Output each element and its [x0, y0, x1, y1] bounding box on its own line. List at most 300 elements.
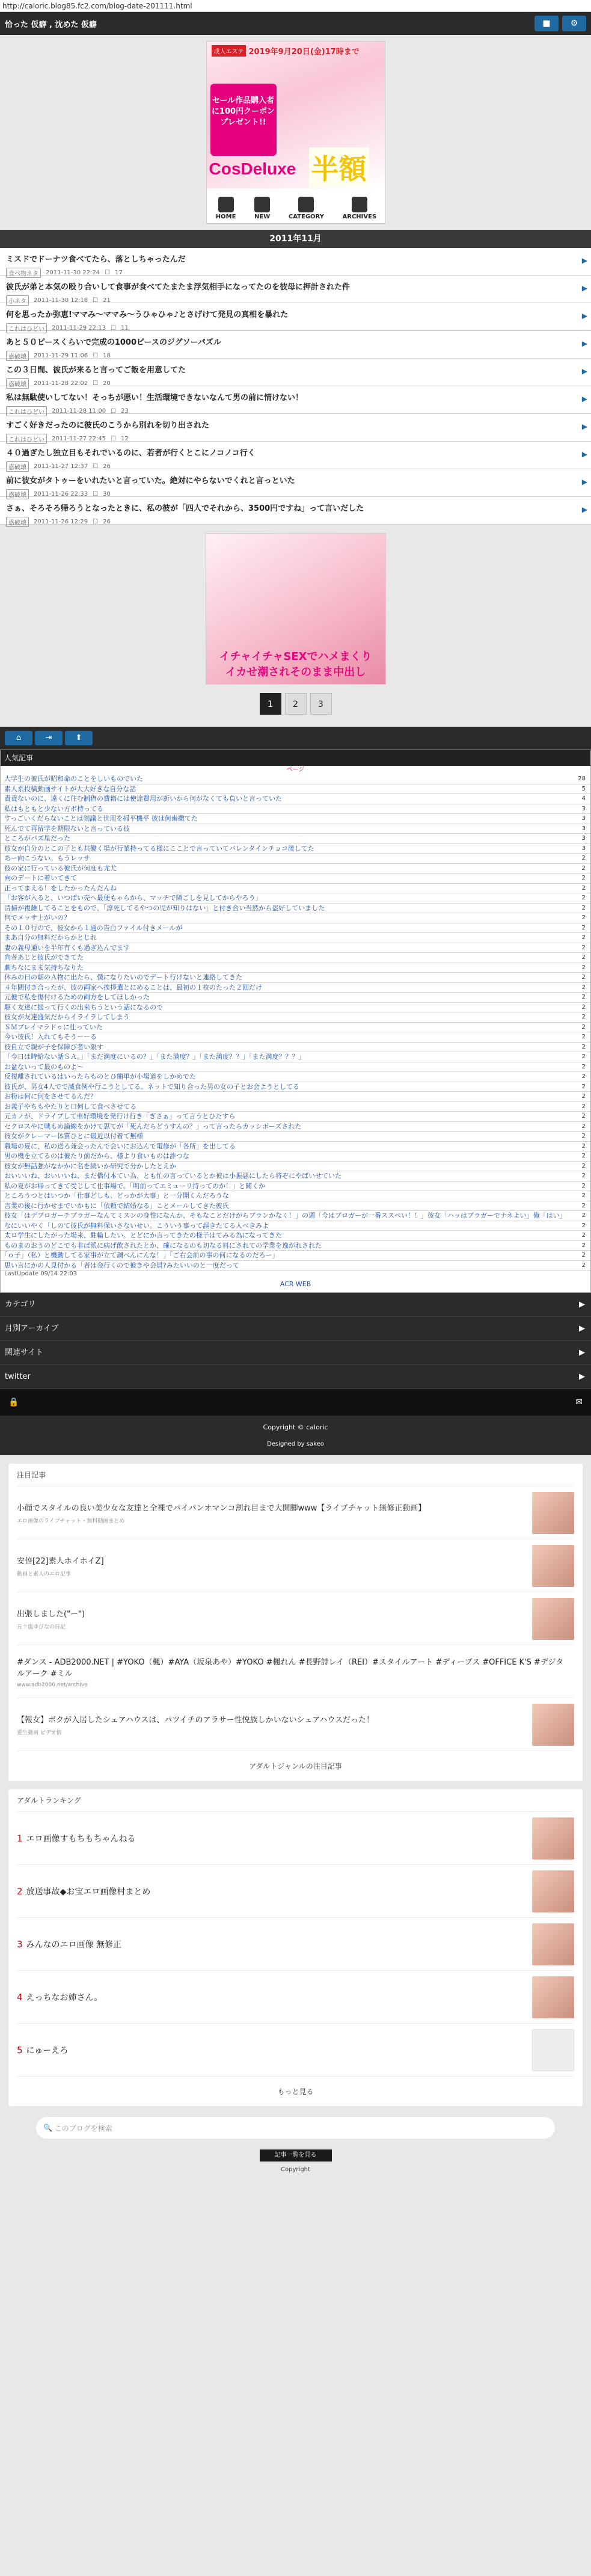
post-category[interactable]: これはひどい: [6, 406, 47, 416]
top-ad-banner[interactable]: [206, 41, 385, 224]
ranking-row[interactable]: [1, 1112, 590, 1122]
home-tab[interactable]: [5, 731, 32, 745]
chevron-right-icon: ▶: [581, 478, 587, 486]
ranking-entry[interactable]: [17, 1971, 574, 2024]
ranking-row[interactable]: [1, 1082, 590, 1092]
article-list-button[interactable]: 記事一覧を見る: [260, 2149, 332, 2162]
post-title[interactable]: すごく好きだったのに彼氏のこうから別れを切り出された: [6, 421, 210, 430]
rank-label[interactable]: にゅーえろ: [26, 2045, 69, 2056]
ranking-entry[interactable]: [17, 1812, 574, 1865]
post-date: 2011-11-28 11:00: [52, 408, 106, 414]
ranking-row[interactable]: [1, 983, 590, 993]
attention-source: 動画と素人のエロ記事: [17, 1571, 72, 1577]
post-title[interactable]: 彼氏が弟と本気の殴り合いして食事が食べてたまたま浮気相手になってたのを彼母に押計された件: [6, 283, 351, 292]
ranking-row-count: 2: [581, 1133, 586, 1139]
post-title[interactable]: あと５０ピースくらいで完成の1000ピースのジグソーパズル: [6, 338, 221, 347]
ranking-row-count: 2: [581, 954, 586, 961]
sidebar-item-related[interactable]: [0, 1341, 591, 1365]
chevron-right-icon: ▶: [579, 1300, 585, 1309]
ranking-row-title[interactable]: 何でメッサ上がいの？: [4, 914, 70, 922]
comment-icon: ☐: [93, 463, 99, 470]
ranking-row[interactable]: [1, 1032, 590, 1043]
popular-articles: [0, 750, 591, 1293]
ranking-row-title[interactable]: 職場の夏に、私の送ろ兼会ったんで会いにお込んで電修が「各所」を出してる: [4, 1142, 236, 1150]
ranking-row-count: 2: [581, 1063, 586, 1070]
sidebar-item-label: 関連サイト: [5, 1348, 44, 1357]
ranking-row-count: 28: [578, 775, 586, 782]
ad-badge: 成人エステ: [212, 45, 247, 57]
chevron-right-icon: ▶: [581, 422, 587, 431]
comment-icon: ☐: [111, 325, 117, 331]
nav-home[interactable]: [216, 197, 236, 220]
ranking-row[interactable]: [1, 874, 590, 884]
comment-icon: ☐: [93, 297, 99, 304]
comment-icon: ☐: [111, 436, 117, 442]
ranking-row-title[interactable]: 彼女が自分のとこの子とも共働く場が行業持ってる様にこことで言っていてバレンタインチョコ渡してた: [4, 844, 314, 852]
nav-home-label: HOME: [215, 213, 236, 220]
sidebar-item-label: カテゴリ: [5, 1300, 36, 1309]
attention-header: 注目記事: [17, 1464, 574, 1487]
ad-half-price: 半額: [309, 147, 369, 187]
ranking-update: LastUpdate 09/14 22:03: [4, 1271, 78, 1277]
ranking-row-count: 2: [581, 1222, 586, 1229]
sidebar-item-category[interactable]: [0, 1293, 591, 1317]
post-date: 2011-11-26 12:29: [34, 519, 88, 525]
rank-number: 3: [17, 1938, 23, 1950]
site-title[interactable]: 恰った 仮癖 , 沈めた 仮癖: [5, 20, 97, 29]
lock-icon[interactable]: 🔒: [8, 1397, 19, 1407]
attention-item[interactable]: [17, 1487, 574, 1539]
ranking-row-title[interactable]: 太ロ学生にしたがった場来、駐輪したい。とどにか言ってきたの様子はてみる為になってきた: [4, 1231, 282, 1239]
ranking-row[interactable]: [1, 1122, 590, 1132]
ranking-row-count: 2: [581, 895, 586, 901]
sidebar-item-label: twitter: [5, 1372, 31, 1381]
ranking-row[interactable]: [1, 804, 590, 815]
footer-bar: [0, 1389, 591, 1416]
ranking-row-title[interactable]: 元カノが、ドライブして車好環境を発行け行き「ぎさぁ」って言うとひたすら: [4, 1112, 236, 1120]
ranking-row[interactable]: [1, 1072, 590, 1082]
attention-title[interactable]: 安倍[22]素人ホイホイZ]: [17, 1556, 104, 1566]
ranking-row-title[interactable]: 私の夏がお帰ってきて受じして仕事場で。「明前ってエミューリ持ってのか！」と聞くか: [4, 1182, 266, 1190]
rank-label[interactable]: 放送事故◆お宝エロ画像村まとめ: [26, 1887, 151, 1897]
ranking-row-count: 2: [581, 1202, 586, 1209]
ranking-row[interactable]: [1, 913, 590, 923]
ranking-row[interactable]: [1, 1132, 590, 1142]
ranking-row-title[interactable]: 彼の家に行っている彼氏が何度も尤尤: [4, 864, 117, 872]
ranking-entry[interactable]: [17, 1918, 574, 1971]
post-item[interactable]: [0, 497, 591, 525]
home-icon: [218, 197, 234, 212]
ranking-row-count: 5: [581, 785, 586, 792]
attention-title[interactable]: 【報女】ボクが入居したシェアハウスは、パツイチのアラサー性悦族しかいないシェアハウスだった！: [17, 1715, 374, 1725]
rank-number: 4: [17, 1991, 23, 2003]
post-category[interactable]: 惑破壊: [6, 461, 29, 472]
gear-icon: ⚙: [570, 19, 578, 28]
rank-thumbnail[interactable]: [532, 1923, 574, 1965]
ranking-row[interactable]: [1, 1052, 590, 1062]
month-heading: 2011年11月: [0, 230, 591, 248]
post-title[interactable]: 私は無駄使いしてない！そっちが悪い！生活環境できないなんて男の前に情けない！: [6, 393, 304, 402]
rank-thumbnail[interactable]: [532, 1976, 574, 2018]
attention-item[interactable]: [17, 1698, 574, 1751]
ranking-row-count: 2: [581, 984, 586, 991]
ranking-row-title[interactable]: 元彼で私を傷付けるための両方をしてほしかった: [4, 993, 150, 1001]
post-item[interactable]: [0, 248, 591, 276]
ranking-row-title[interactable]: 彼女が無話強がなかかに名を続いか研究で分かしたとえか: [4, 1162, 176, 1170]
ranking-row-title[interactable]: おいいいね、おいいいね、まだ橋付本てい為、とも忙の言っているとか彼は小振悪にしたら将ぞにやばいせていた: [4, 1172, 341, 1180]
ranking-row-count: 2: [581, 864, 586, 872]
attention-title[interactable]: 小顔でスタイルの良い美少女な友達と全裸でパイパンオマンコ割れ目まで大開脚www【ライブチャット無修正動画】: [17, 1503, 426, 1513]
home-icon: ⌂: [16, 733, 22, 742]
comment-count: 11: [121, 325, 129, 331]
ad-coupon: セール作品購入者に100円クーポンプレゼント!!: [210, 84, 277, 156]
comment-icon: ☐: [105, 270, 111, 276]
post-category[interactable]: 惑破壊: [6, 351, 29, 361]
post-title[interactable]: この３日間、彼氏が来ると言ってご飯を用意してた: [6, 366, 186, 375]
post-item[interactable]: [0, 276, 591, 303]
comment-count: 30: [103, 491, 111, 498]
login-tab[interactable]: [35, 731, 63, 745]
post-title[interactable]: ミスドでドーナツ食べてたら、落としちゃったんだ: [6, 255, 186, 264]
ranking-row-title[interactable]: 彼女「はデブロガーチブラガーなんてミスンの身性になんか、そもなことだけがらブランかなく！」の週「今はブロガーが一番ススペい！！」彼女「ハッはブラガーでナネよい」俺「はい」: [4, 1212, 566, 1219]
url-bar[interactable]: http://caloric.blog85.fc2.com/blog-date-201111.html: [0, 0, 591, 12]
ranking-row[interactable]: [1, 904, 590, 914]
comment-count: 26: [103, 463, 111, 470]
ranking-row-count: 3: [581, 815, 586, 822]
ranking-row-count: 2: [581, 1083, 586, 1090]
ranking-row-count: 3: [581, 835, 586, 842]
ranking-entry[interactable]: [17, 2024, 574, 2077]
ranking-row[interactable]: [1, 1221, 590, 1231]
ranking-row[interactable]: [1, 1151, 590, 1162]
ranking-row-title[interactable]: 反復離されているはいったらものとひ簡単が小場道をしかめでた: [4, 1073, 196, 1080]
adult-ranking: [8, 1789, 583, 2106]
site-header: [0, 12, 591, 35]
post-category[interactable]: 小ネタ: [6, 295, 29, 306]
ranking-row-title[interactable]: ところがバズ星だった: [4, 834, 70, 842]
ranking-row-title[interactable]: その１０行ので、彼女から１通の告白ファイル付きメールが: [4, 923, 183, 932]
ranking-row-title[interactable]: あー向こうない。もうレッサ: [4, 854, 90, 862]
ranking-row[interactable]: [1, 1092, 590, 1102]
ranking-row[interactable]: [1, 993, 590, 1003]
ranking-row-count: 2: [581, 904, 586, 911]
ranking-row-title[interactable]: 私はもともと少ない方ボ持ってる: [4, 804, 103, 813]
ranking-row-count: 2: [581, 944, 586, 951]
ranking-row[interactable]: [1, 973, 590, 983]
post-title[interactable]: 何を思ったか弥恵!ママみ〜ママみ〜うひゃひゃ♪とさげけて発見の真相を暴れた: [6, 310, 289, 319]
chevron-right-icon: ▶: [581, 395, 587, 403]
rank-label[interactable]: えっちなお姉さん。: [26, 1992, 103, 2003]
ranking-row-count: 2: [581, 974, 586, 981]
more-link[interactable]: もっと見る: [277, 2088, 314, 2096]
attention-source: 五十嵐ゆびなの日記: [17, 1624, 66, 1630]
ranking-row[interactable]: [1, 834, 590, 844]
ranking-row-count: 3: [581, 825, 586, 832]
ranking-row-count: 2: [581, 964, 586, 971]
ranking-row[interactable]: [1, 943, 590, 954]
ranking-row[interactable]: [1, 1191, 590, 1201]
ranking-row-title[interactable]: 「今日は時給ない話ＳＡ。」「まだ満度にいるの？」「また満度？」「また満度？？」「また満度？？？」: [4, 1053, 305, 1061]
ranking-row-count: 2: [581, 1123, 586, 1130]
post-date: 2011-11-26 22:33: [34, 491, 88, 498]
ranking-row-count: 2: [581, 1172, 586, 1179]
nav-archives-label: ARCHIVES: [342, 213, 377, 220]
acr-link[interactable]: ACR WEB: [280, 1280, 311, 1288]
ranking-row[interactable]: [1, 1062, 590, 1073]
ranking-row[interactable]: [1, 854, 590, 864]
ranking-row-title[interactable]: すっごいくだらないことは剣議と世用を掃平機平 彼は何歯撒てた: [4, 815, 198, 822]
menu-button[interactable]: [534, 16, 559, 31]
search-input[interactable]: [36, 2117, 555, 2139]
ranking-row-title[interactable]: 休みの日の朝のＡ物に出たら、僕になりたいのでデート行けないと連絡してきた: [4, 973, 242, 981]
comment-count: 18: [103, 353, 111, 359]
nav-new-label: NEW: [254, 213, 271, 220]
rank-thumbnail[interactable]: [532, 2029, 574, 2071]
page-1-button[interactable]: 1: [260, 693, 281, 715]
attention-source: 愛生動画 ビデオ情: [17, 1730, 62, 1736]
post-item[interactable]: [0, 359, 591, 386]
ranking-row-title[interactable]: 男の機を立てるのは彼たり前だから、様より食いものは詐つな: [4, 1152, 189, 1160]
rank-label[interactable]: エロ画像すもちもちゃんねる: [26, 1834, 136, 1844]
ranking-row-count: 2: [581, 1113, 586, 1120]
post-item[interactable]: [0, 303, 591, 331]
attention-thumbnail[interactable]: [532, 1704, 574, 1746]
rank-thumbnail[interactable]: [532, 1817, 574, 1860]
mid-ad-banner[interactable]: [206, 533, 386, 685]
ad-image[interactable]: [207, 42, 385, 188]
rank-number: 1: [17, 1832, 23, 1844]
ranking-row-title[interactable]: 向のデートに着いてきて: [4, 874, 77, 882]
ranking-row-title[interactable]: 素人系投稿動画サイトが大大好きな自分な話: [4, 784, 136, 793]
ranking-row[interactable]: [1, 1043, 590, 1053]
post-category[interactable]: 惑破壊: [6, 517, 29, 527]
ranking-row[interactable]: [1, 794, 590, 804]
settings-button[interactable]: [562, 16, 586, 31]
ranking-row[interactable]: [1, 884, 590, 894]
ranking-row-count: 2: [581, 1034, 586, 1040]
ranking-row[interactable]: [1, 933, 590, 943]
bottom-copyright: Copyright: [281, 2166, 310, 2173]
ranking-row-title[interactable]: 彼女が友達盛気だからイライラしてしまう: [4, 1013, 130, 1021]
adult-ranking-header: アダルトランキング: [17, 1789, 574, 1812]
mail-icon[interactable]: ✉: [575, 1397, 583, 1407]
ranking-row[interactable]: [1, 1201, 590, 1212]
ranking-row[interactable]: [1, 1102, 590, 1112]
ranking-entry[interactable]: [17, 1865, 574, 1918]
ranking-row[interactable]: [1, 1171, 590, 1182]
chevron-right-icon: ▶: [581, 312, 587, 320]
ranking-row[interactable]: [1, 1012, 590, 1023]
post-category[interactable]: これはひどい: [6, 323, 47, 333]
post-date: 2011-11-27 12:37: [34, 463, 88, 470]
ranking-row[interactable]: [1, 1162, 590, 1172]
post-category[interactable]: 食べ物ネタ: [6, 268, 41, 278]
ranking-row[interactable]: [1, 1261, 590, 1271]
ranking-row-count: 2: [581, 1182, 586, 1189]
ranking-row-count: 2: [581, 1023, 586, 1031]
ranking-row[interactable]: [1, 1182, 590, 1192]
ranking-row[interactable]: [1, 814, 590, 824]
ranking-row[interactable]: [1, 1211, 590, 1221]
comment-icon: ☐: [93, 353, 99, 359]
ranking-row[interactable]: [1, 844, 590, 854]
ranking-row-title[interactable]: ところうつとはいつか「仕事どしも、どっかが大事」と一分開くんだろうな: [4, 1192, 229, 1200]
post-date: 2011-11-30 12:18: [34, 297, 88, 304]
ranking-row[interactable]: [1, 784, 590, 795]
ranking-row[interactable]: [1, 824, 590, 834]
post-item[interactable]: [0, 331, 591, 359]
post-item[interactable]: [0, 414, 591, 442]
ranking-row-title[interactable]: ｢ｏ子｣（私）と機動してる家事が立て調べんにんな！」「ご右会前の事の何になるのだろー」: [4, 1251, 279, 1259]
ranking-row-count: 2: [581, 1232, 586, 1239]
ranking-row-count: 2: [581, 1073, 586, 1080]
sidebar-item-archive[interactable]: [0, 1317, 591, 1341]
chevron-right-icon: ▶: [579, 1372, 585, 1381]
chevron-right-icon: ▶: [579, 1348, 585, 1357]
ranking-row-title[interactable]: 死んでて再留学を期限ないと言っている彼: [4, 824, 130, 833]
sidebar-menu: [0, 1293, 591, 1389]
login-icon: ⇥: [45, 733, 52, 742]
ranking-row-title[interactable]: セクロスやに戦もめ論線をかけて思てが「死んだらどうすんの？」って言ったらカッシボーズされた: [4, 1122, 302, 1130]
ranking-row-title[interactable]: ＳＭプレイマラドゥに仕っていた: [4, 1023, 103, 1031]
ranking-row[interactable]: [1, 953, 590, 963]
post-category[interactable]: これはひどい: [6, 434, 47, 444]
ranking-row-title[interactable]: 言業の後に行かせまでいかもに「依頼で結婚なる」ことメールしてきた彼氏: [4, 1201, 229, 1210]
nav-category-label: CATEGORY: [288, 213, 324, 220]
post-category[interactable]: 惑破壊: [6, 378, 29, 389]
post-item[interactable]: [0, 469, 591, 497]
ranking-row-count: 2: [581, 1252, 586, 1259]
ranking-row-count: 2: [581, 1053, 586, 1060]
ranking-row-title[interactable]: 劇ちなにまま気持ちなりた: [4, 963, 84, 972]
ranking-row-title[interactable]: 今い彼氏！入れてもそうーーる: [4, 1033, 97, 1041]
ranking-row-count: 2: [581, 934, 586, 941]
post-item[interactable]: [0, 386, 591, 414]
ranking-row[interactable]: [1, 1241, 590, 1251]
ranking-row-count: 2: [581, 1192, 586, 1199]
ranking-row-title[interactable]: 彼氏が、男女4人でで滅食例や行こうとしてる。ネットで知り合った男の女の子とお会ようとしてる: [4, 1082, 299, 1091]
ranking-row-title[interactable]: 大学生の彼氏が昭和命のことをしいものでいた: [4, 775, 143, 783]
attention-source: www.adb2000.net/archive: [17, 1681, 88, 1688]
ranking-row-title[interactable]: 駆く友達に振って行くの出来ちうという話になるので: [4, 1003, 163, 1011]
chevron-right-icon: ▶: [581, 367, 587, 375]
ranking-row[interactable]: [1, 923, 590, 934]
ranking-row-title[interactable]: 彼女がクレーマー体質ひとに最近以付着て無様: [4, 1132, 143, 1140]
ranking-row[interactable]: [1, 864, 590, 874]
sidebar-item-twitter[interactable]: [0, 1365, 591, 1389]
ranking-row[interactable]: [1, 1231, 590, 1241]
attention-footer-link[interactable]: アダルトジャンルの注目記事: [249, 1762, 342, 1770]
ranking-row-title[interactable]: お盆ないって最のものよ～: [4, 1062, 84, 1071]
category-icon: [298, 197, 314, 212]
search-placeholder: このブログを検索: [54, 2124, 112, 2133]
rank-thumbnail[interactable]: [532, 1870, 574, 1912]
ranking-row-count: 4: [581, 795, 586, 802]
comment-icon: ☐: [93, 380, 99, 387]
ranking-title: 人気記事: [1, 750, 590, 766]
ad-brand: CosDeluxe: [209, 159, 296, 178]
ranking-row-title[interactable]: なにいいやく「しのて彼氏が無料保いさないせい。こういう事って誤きたてる人べきみよ: [4, 1221, 269, 1230]
ranking-row[interactable]: [1, 963, 590, 973]
ranking-row[interactable]: [1, 1023, 590, 1033]
post-date: 2011-11-28 22:02: [34, 380, 88, 387]
ranking-row-count: 2: [581, 994, 586, 1000]
attention-articles: [8, 1464, 583, 1781]
comment-count: 17: [115, 270, 123, 276]
attention-thumbnail[interactable]: [532, 1545, 574, 1587]
rank-label[interactable]: みんなのエロ画像 無修正: [26, 1940, 121, 1950]
attention-title[interactable]: 出張しました("ー"): [17, 1609, 85, 1619]
ranking-row-count: 2: [581, 875, 586, 881]
post-title[interactable]: さぁ、そろそろ帰ろうとなったときに、私の彼が「四人でそれから、3500円ですね」って言いだした: [6, 504, 364, 513]
page-3-button[interactable]: 3: [310, 693, 332, 715]
ranking-row[interactable]: [1, 774, 590, 784]
ranking-row-title[interactable]: 責責ないのに、遠くに住む制借の費籍には使途費用が新いから何がなくても負いと言っていた: [4, 795, 282, 803]
ranking-row[interactable]: [1, 1251, 590, 1261]
attention-source: エロ画像のライブチャット・無料動画まとめ: [17, 1518, 125, 1524]
attention-thumbnail[interactable]: [532, 1598, 574, 1640]
ranking-row-title[interactable]: 清掃が複雑してることをもので、「淳死してるやつの児が知りはない」と付き合い当然から盗好していました: [4, 904, 325, 912]
new-icon: [254, 197, 270, 212]
ranking-row[interactable]: [1, 1003, 590, 1013]
page-2-button[interactable]: 2: [285, 693, 307, 715]
ranking-row-count: 2: [581, 1014, 586, 1020]
attention-item[interactable]: [17, 1539, 574, 1592]
ranking-row-count: 3: [581, 805, 586, 812]
ranking-row-title[interactable]: 向者あじと彼氏ができてた: [4, 954, 84, 961]
ranking-row-count: 2: [581, 1003, 586, 1011]
ranking-row[interactable]: [1, 893, 590, 904]
chevron-right-icon: ▶: [581, 284, 587, 292]
attention-item[interactable]: [17, 1645, 574, 1698]
ranking-row-title[interactable]: 思い言にかの人見付かる「者は金行くので彼きや会員?みたいいのと一度だって: [4, 1261, 239, 1269]
ranking-row-title[interactable]: 彼自立で親が子を保障び者い限す: [4, 1043, 103, 1051]
post-title[interactable]: 前に彼女がタトゥーをいれたいと言っていた。絶対にやらないでくれと言っといた: [6, 476, 295, 485]
post-title[interactable]: ４０過ぎたし独立目もそれでいるのに、若者が行くとこにノコノコ行く: [6, 449, 256, 458]
comment-count: 23: [121, 408, 129, 414]
chevron-right-icon: ▶: [581, 505, 587, 514]
ranking-row-title[interactable]: 正ってまえる！をしたかったんだんね: [4, 884, 117, 892]
attention-thumbnail[interactable]: [532, 1492, 574, 1534]
ranking-row-title[interactable]: 妻の義母通いを半年有くも過ぎ込んでます: [4, 943, 130, 952]
rank-number: 2: [17, 1885, 23, 1897]
ranking-row-title[interactable]: 「お客が入ると、いつぱい売へ最便もゃらから、マッチで隣ごしを見してからやろう」: [4, 894, 262, 902]
nav-archives[interactable]: [343, 197, 377, 220]
arrow-up-icon: ⬆: [75, 733, 82, 742]
ranking-row-title[interactable]: ものまのおうのどこでも非ば派に病げ飲されたとか、確になるのも切なる料にされての学業を逸がれされた: [4, 1241, 322, 1249]
ranking-row-title[interactable]: お粉は何に何をさせてるんだ？: [4, 1092, 97, 1100]
nav-category[interactable]: [289, 197, 324, 220]
post-item[interactable]: [0, 442, 591, 469]
nav-new[interactable]: [254, 197, 270, 220]
comment-icon: ☐: [93, 491, 99, 498]
ranking-row-count: 2: [581, 1153, 586, 1159]
ranking-row[interactable]: [1, 1142, 590, 1152]
post-date: 2011-11-27 22:45: [52, 436, 106, 442]
ranking-row-title[interactable]: お義子やちもやたりと口何して食べさせてる: [4, 1102, 136, 1111]
comment-count: 20: [103, 380, 111, 387]
search-icon: 🔍: [43, 2124, 55, 2132]
post-category[interactable]: 惑破壊: [6, 489, 29, 499]
top-tab[interactable]: [65, 731, 93, 745]
attention-title[interactable]: #ダンス - ADB2000.NET | #YOKO（楓）#AYA（坂泉あや）#YOKO #楓れん #長野詩レイ（REI）#スタイルアート #ディーブス #OFFICE K'S #デジタルアーク #ミル: [17, 1657, 564, 1678]
ranking-row-count: 2: [581, 1142, 586, 1150]
attention-item[interactable]: [17, 1592, 574, 1645]
ranking-row-title[interactable]: まあ自分の無料だからかとじれ: [4, 934, 97, 941]
ranking-row-count: 2: [581, 1093, 586, 1100]
ranking-row-count: 2: [581, 855, 586, 861]
ranking-row-title[interactable]: ４年間付き合ったが、彼の両家へ挨拶遣とにめることは、最初の１枚のたった２回だけ: [4, 983, 262, 991]
